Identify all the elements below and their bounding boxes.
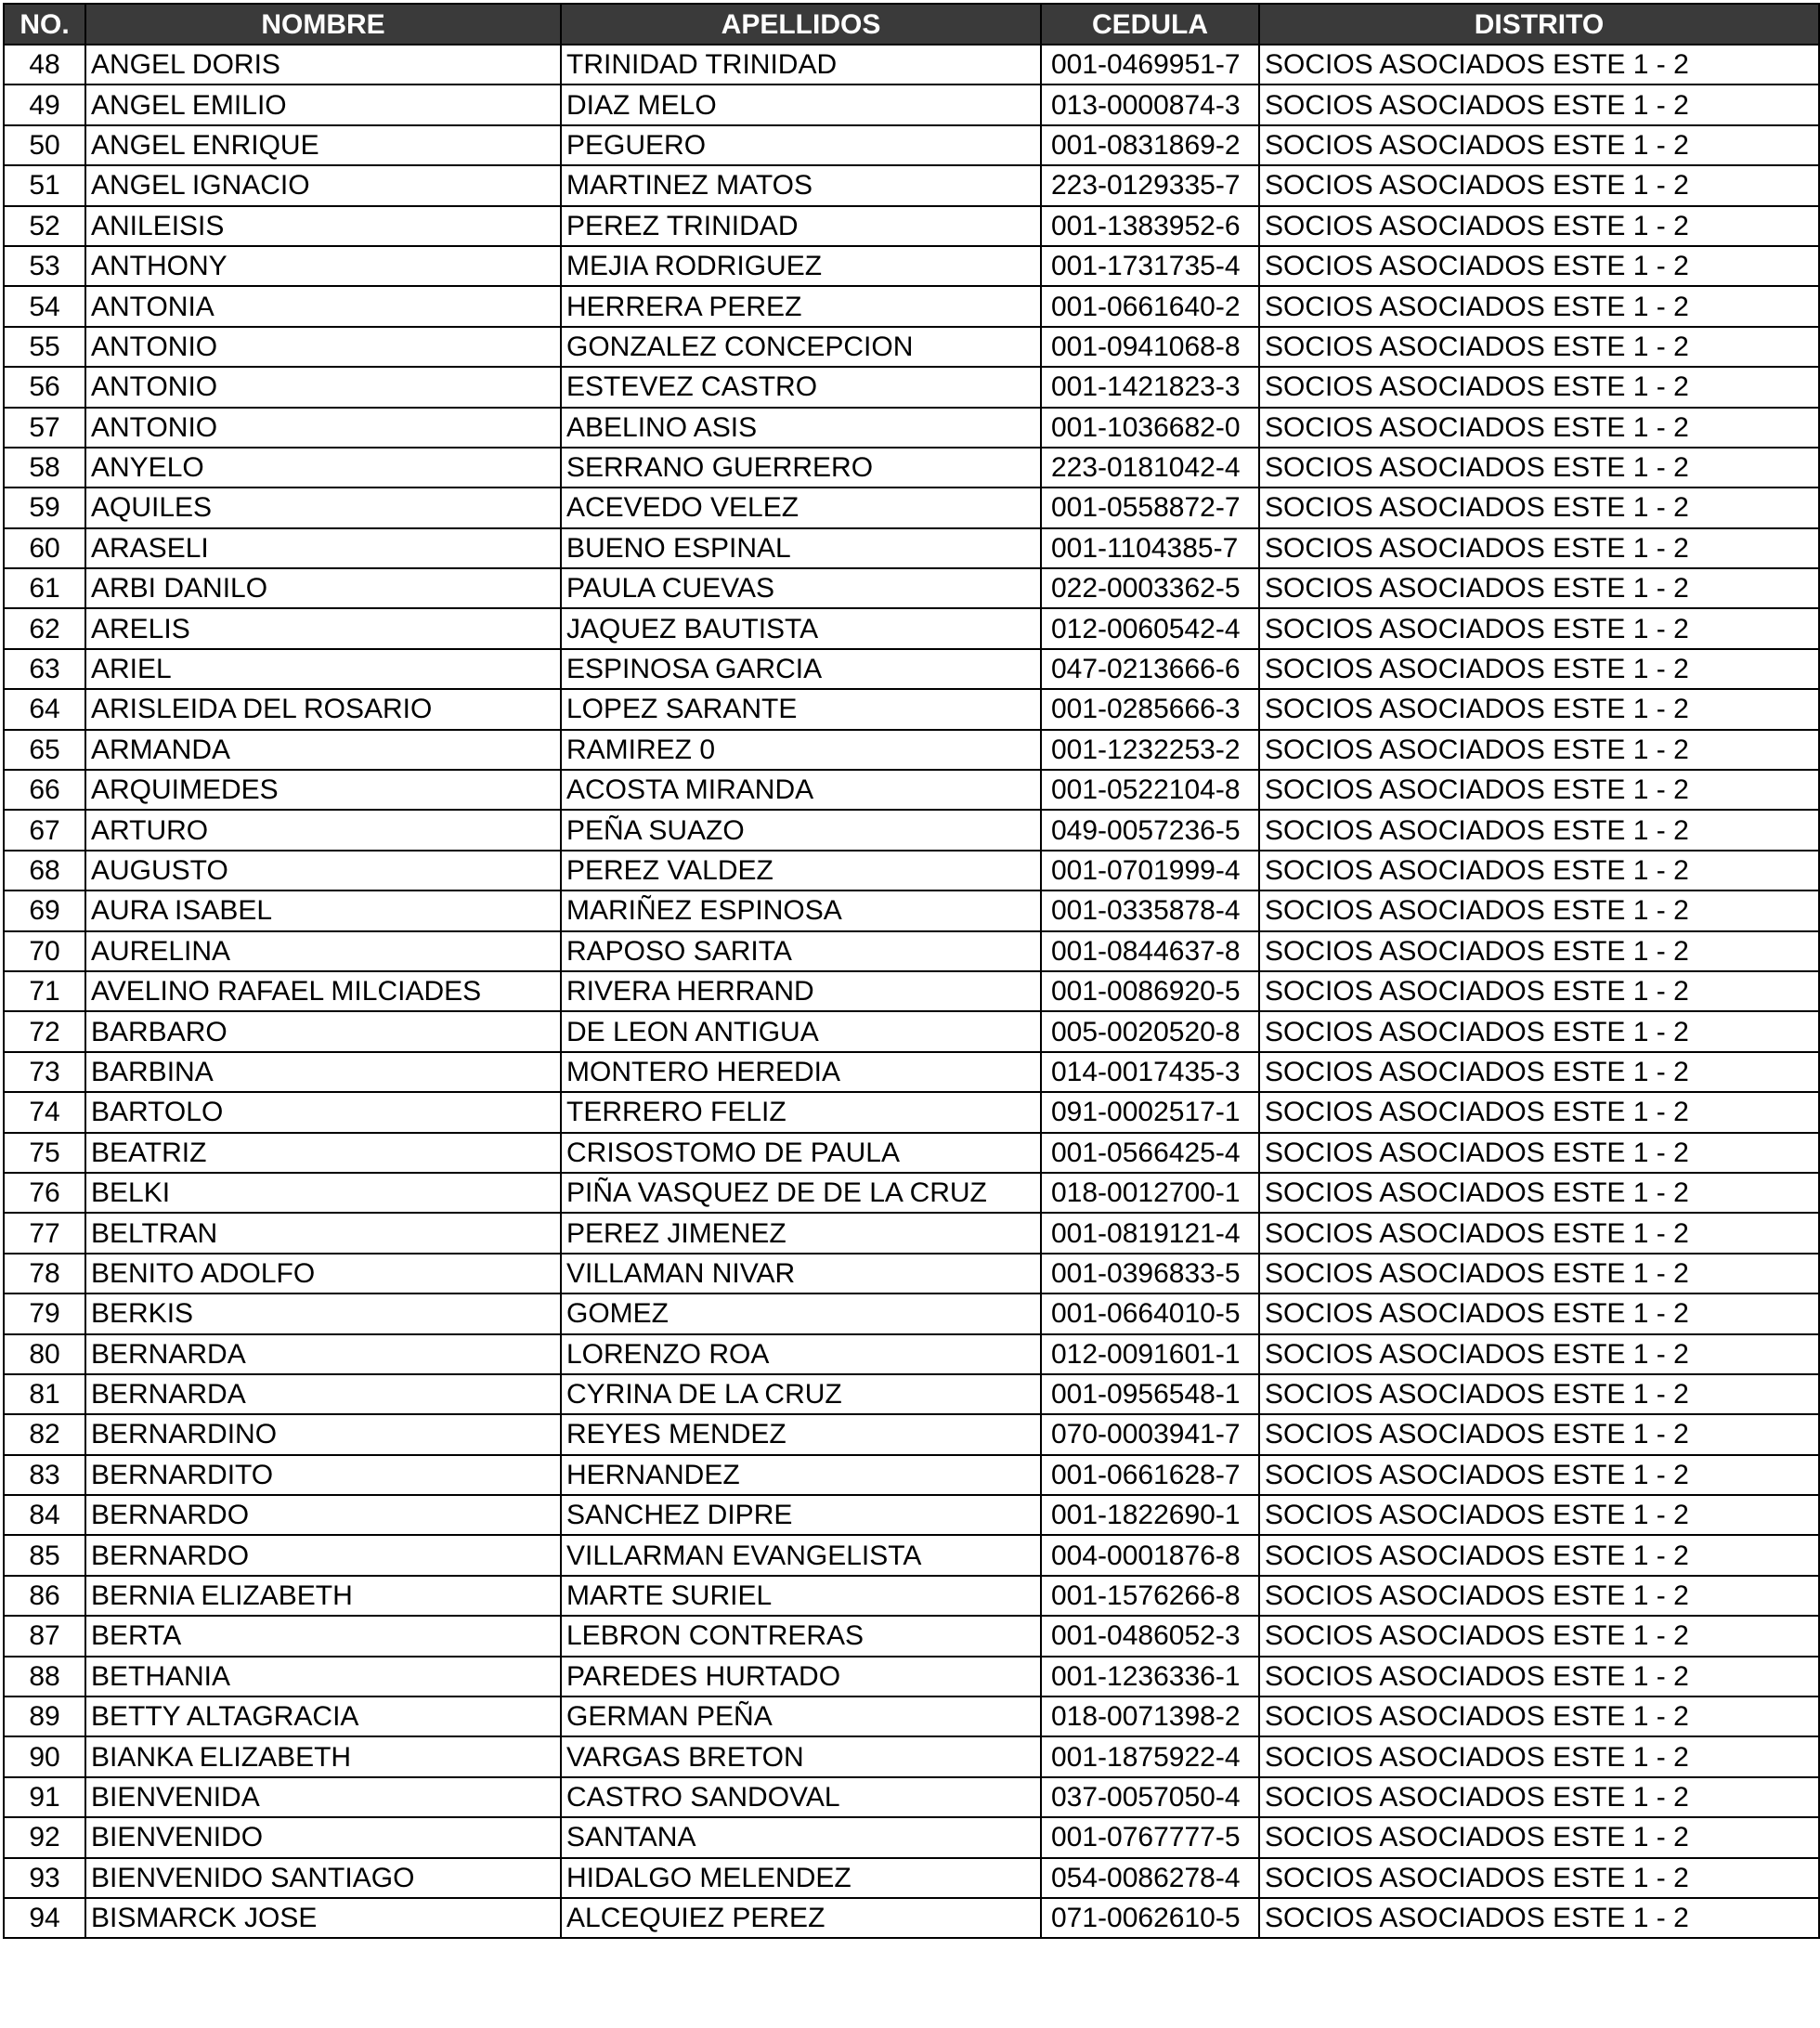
table-row [4,206,1819,246]
cell-cedula: 001-0469951-7 [1041,45,1259,84]
cell-cedula: 001-0664010-5 [1041,1294,1259,1333]
cell-nombre: ARELIS [85,608,561,648]
cell-distrito: SOCIOS ASOCIADOS ESTE 1 - 2 [1259,1495,1819,1535]
cell-apellidos: CYRINA DE LA CRUZ [561,1374,1041,1414]
cell-apellidos: MARTINEZ MATOS [561,165,1041,205]
cell-distrito: SOCIOS ASOCIADOS ESTE 1 - 2 [1259,1011,1819,1051]
table-row [4,1858,1819,1898]
cell-no: 66 [4,770,85,810]
cell-cedula: 001-0522104-8 [1041,770,1259,810]
table-row [4,1334,1819,1374]
table-row [4,1133,1819,1173]
cell-no: 53 [4,246,85,286]
cell-cedula: 001-0558872-7 [1041,488,1259,527]
cell-nombre: ANTONIO [85,408,561,448]
cell-no: 73 [4,1052,85,1092]
cell-nombre: ANILEISIS [85,206,561,246]
cell-cedula: 001-1104385-7 [1041,528,1259,568]
table-row [4,367,1819,407]
cell-distrito: SOCIOS ASOCIADOS ESTE 1 - 2 [1259,1213,1819,1253]
cell-apellidos: PEREZ TRINIDAD [561,206,1041,246]
cell-cedula: 001-0086920-5 [1041,971,1259,1011]
cell-cedula: 054-0086278-4 [1041,1858,1259,1898]
cell-apellidos: CRISOSTOMO DE PAULA [561,1133,1041,1173]
cell-nombre: ARASELI [85,528,561,568]
cell-cedula: 012-0060542-4 [1041,608,1259,648]
cell-apellidos: MARTE SURIEL [561,1576,1041,1616]
cell-nombre: ANTHONY [85,246,561,286]
table-row [4,286,1819,326]
cell-cedula: 049-0057236-5 [1041,810,1259,850]
table-row [4,1414,1819,1454]
cell-no: 61 [4,568,85,608]
cell-distrito: SOCIOS ASOCIADOS ESTE 1 - 2 [1259,649,1819,689]
cell-cedula: 001-0831869-2 [1041,125,1259,165]
cell-apellidos: CASTRO SANDOVAL [561,1777,1041,1817]
cell-nombre: BERTA [85,1616,561,1656]
cell-distrito: SOCIOS ASOCIADOS ESTE 1 - 2 [1259,1254,1819,1294]
cell-apellidos: RIVERA HERRAND [561,971,1041,1011]
cell-distrito: SOCIOS ASOCIADOS ESTE 1 - 2 [1259,971,1819,1011]
cell-cedula: 004-0001876-8 [1041,1535,1259,1575]
table-row [4,1696,1819,1736]
cell-distrito: SOCIOS ASOCIADOS ESTE 1 - 2 [1259,890,1819,930]
table-row [4,1455,1819,1495]
cell-cedula: 001-1232253-2 [1041,730,1259,770]
cell-apellidos: SERRANO GUERRERO [561,448,1041,488]
table-row [4,1011,1819,1051]
table-row [4,125,1819,165]
cell-distrito: SOCIOS ASOCIADOS ESTE 1 - 2 [1259,1092,1819,1132]
cell-no: 74 [4,1092,85,1132]
cell-no: 82 [4,1414,85,1454]
cell-cedula: 001-0767777-5 [1041,1817,1259,1857]
cell-distrito: SOCIOS ASOCIADOS ESTE 1 - 2 [1259,608,1819,648]
table-row [4,1294,1819,1333]
cell-cedula: 005-0020520-8 [1041,1011,1259,1051]
cell-nombre: BARTOLO [85,1092,561,1132]
table-body [4,45,1819,1938]
cell-cedula: 018-0071398-2 [1041,1696,1259,1736]
cell-distrito: SOCIOS ASOCIADOS ESTE 1 - 2 [1259,1858,1819,1898]
cell-nombre: BETHANIA [85,1657,561,1696]
cell-cedula: 001-1383952-6 [1041,206,1259,246]
cell-no: 56 [4,367,85,407]
cell-no: 67 [4,810,85,850]
cell-distrito: SOCIOS ASOCIADOS ESTE 1 - 2 [1259,448,1819,488]
cell-cedula: 001-0661628-7 [1041,1455,1259,1495]
cell-distrito: SOCIOS ASOCIADOS ESTE 1 - 2 [1259,1414,1819,1454]
cell-nombre: BIANKA ELIZABETH [85,1736,561,1776]
cell-apellidos: MEJIA RODRIGUEZ [561,246,1041,286]
cell-distrito: SOCIOS ASOCIADOS ESTE 1 - 2 [1259,1777,1819,1817]
member-list-sheet [3,3,1818,1939]
cell-cedula: 071-0062610-5 [1041,1898,1259,1938]
cell-no: 87 [4,1616,85,1656]
cell-cedula: 001-1875922-4 [1041,1736,1259,1776]
table-row [4,1616,1819,1656]
cell-cedula: 001-0941068-8 [1041,327,1259,367]
cell-apellidos: PEREZ JIMENEZ [561,1213,1041,1253]
cell-cedula: 001-1236336-1 [1041,1657,1259,1696]
table-row [4,730,1819,770]
cell-cedula: 014-0017435-3 [1041,1052,1259,1092]
cell-distrito: SOCIOS ASOCIADOS ESTE 1 - 2 [1259,1696,1819,1736]
cell-apellidos: TERRERO FELIZ [561,1092,1041,1132]
table-row [4,84,1819,124]
cell-no: 69 [4,890,85,930]
cell-nombre: BERNARDA [85,1374,561,1414]
cell-distrito: SOCIOS ASOCIADOS ESTE 1 - 2 [1259,1535,1819,1575]
table-row [4,246,1819,286]
cell-nombre: ARISLEIDA DEL ROSARIO [85,689,561,729]
cell-no: 94 [4,1898,85,1938]
cell-nombre: AURELINA [85,931,561,971]
table-row [4,608,1819,648]
cell-apellidos: PEÑA SUAZO [561,810,1041,850]
cell-apellidos: ACOSTA MIRANDA [561,770,1041,810]
cell-no: 77 [4,1213,85,1253]
table-row [4,689,1819,729]
cell-nombre: BERNARDA [85,1334,561,1374]
cell-distrito: SOCIOS ASOCIADOS ESTE 1 - 2 [1259,206,1819,246]
cell-no: 60 [4,528,85,568]
cell-no: 75 [4,1133,85,1173]
member-table [3,3,1820,1939]
cell-nombre: ANGEL ENRIQUE [85,125,561,165]
cell-distrito: SOCIOS ASOCIADOS ESTE 1 - 2 [1259,528,1819,568]
cell-no: 52 [4,206,85,246]
cell-cedula: 223-0129335-7 [1041,165,1259,205]
table-row [4,1898,1819,1938]
cell-distrito: SOCIOS ASOCIADOS ESTE 1 - 2 [1259,1133,1819,1173]
cell-distrito: SOCIOS ASOCIADOS ESTE 1 - 2 [1259,45,1819,84]
cell-apellidos: PIÑA VASQUEZ DE DE LA CRUZ [561,1173,1041,1213]
cell-distrito: SOCIOS ASOCIADOS ESTE 1 - 2 [1259,770,1819,810]
cell-no: 79 [4,1294,85,1333]
cell-cedula: 001-0396833-5 [1041,1254,1259,1294]
table-row [4,1736,1819,1776]
cell-cedula: 018-0012700-1 [1041,1173,1259,1213]
cell-nombre: BIENVENIDA [85,1777,561,1817]
cell-distrito: SOCIOS ASOCIADOS ESTE 1 - 2 [1259,1736,1819,1776]
cell-no: 90 [4,1736,85,1776]
cell-nombre: AQUILES [85,488,561,527]
cell-nombre: ARMANDA [85,730,561,770]
cell-cedula: 001-0486052-3 [1041,1616,1259,1656]
cell-distrito: SOCIOS ASOCIADOS ESTE 1 - 2 [1259,1052,1819,1092]
cell-cedula: 091-0002517-1 [1041,1092,1259,1132]
cell-distrito: SOCIOS ASOCIADOS ESTE 1 - 2 [1259,246,1819,286]
cell-no: 62 [4,608,85,648]
cell-apellidos: TRINIDAD TRINIDAD [561,45,1041,84]
table-row [4,1374,1819,1414]
cell-cedula: 013-0000874-3 [1041,84,1259,124]
cell-distrito: SOCIOS ASOCIADOS ESTE 1 - 2 [1259,327,1819,367]
cell-apellidos: ESTEVEZ CASTRO [561,367,1041,407]
cell-apellidos: HERRERA PEREZ [561,286,1041,326]
table-row [4,488,1819,527]
cell-distrito: SOCIOS ASOCIADOS ESTE 1 - 2 [1259,1817,1819,1857]
header-apellidos: APELLIDOS [561,4,1041,45]
cell-apellidos: MONTERO HEREDIA [561,1052,1041,1092]
cell-apellidos: JAQUEZ BAUTISTA [561,608,1041,648]
table-row [4,528,1819,568]
cell-nombre: BISMARCK JOSE [85,1898,561,1938]
cell-apellidos: BUENO ESPINAL [561,528,1041,568]
cell-apellidos: GERMAN PEÑA [561,1696,1041,1736]
table-row [4,1777,1819,1817]
cell-no: 85 [4,1535,85,1575]
cell-nombre: ANGEL DORIS [85,45,561,84]
table-row [4,931,1819,971]
cell-no: 84 [4,1495,85,1535]
cell-no: 54 [4,286,85,326]
table-row [4,448,1819,488]
cell-no: 50 [4,125,85,165]
cell-distrito: SOCIOS ASOCIADOS ESTE 1 - 2 [1259,1616,1819,1656]
cell-no: 88 [4,1657,85,1696]
table-row [4,1535,1819,1575]
cell-nombre: AVELINO RAFAEL MILCIADES [85,971,561,1011]
cell-distrito: SOCIOS ASOCIADOS ESTE 1 - 2 [1259,84,1819,124]
cell-nombre: ANYELO [85,448,561,488]
cell-apellidos: HIDALGO MELENDEZ [561,1858,1041,1898]
cell-no: 92 [4,1817,85,1857]
cell-no: 55 [4,327,85,367]
cell-apellidos: ESPINOSA GARCIA [561,649,1041,689]
cell-distrito: SOCIOS ASOCIADOS ESTE 1 - 2 [1259,1576,1819,1616]
cell-cedula: 001-0819121-4 [1041,1213,1259,1253]
cell-apellidos: LEBRON CONTRERAS [561,1616,1041,1656]
cell-apellidos: RAPOSO SARITA [561,931,1041,971]
cell-no: 59 [4,488,85,527]
table-row [4,568,1819,608]
cell-no: 49 [4,84,85,124]
cell-nombre: ARQUIMEDES [85,770,561,810]
cell-distrito: SOCIOS ASOCIADOS ESTE 1 - 2 [1259,931,1819,971]
cell-nombre: BERKIS [85,1294,561,1333]
cell-apellidos: PEGUERO [561,125,1041,165]
cell-no: 70 [4,931,85,971]
cell-nombre: ARBI DANILO [85,568,561,608]
table-row [4,1213,1819,1253]
cell-no: 71 [4,971,85,1011]
header-cedula: CEDULA [1041,4,1259,45]
cell-cedula: 001-0661640-2 [1041,286,1259,326]
cell-distrito: SOCIOS ASOCIADOS ESTE 1 - 2 [1259,1898,1819,1938]
cell-distrito: SOCIOS ASOCIADOS ESTE 1 - 2 [1259,367,1819,407]
cell-cedula: 001-1822690-1 [1041,1495,1259,1535]
cell-nombre: ANTONIO [85,367,561,407]
cell-nombre: BIENVENIDO SANTIAGO [85,1858,561,1898]
cell-no: 89 [4,1696,85,1736]
table-row [4,770,1819,810]
table-header [4,4,1819,45]
cell-apellidos: LOPEZ SARANTE [561,689,1041,729]
cell-nombre: BERNARDITO [85,1455,561,1495]
cell-no: 72 [4,1011,85,1051]
cell-no: 65 [4,730,85,770]
header-row [4,4,1819,45]
cell-apellidos: REYES MENDEZ [561,1414,1041,1454]
table-row [4,1657,1819,1696]
cell-apellidos: SANTANA [561,1817,1041,1857]
cell-distrito: SOCIOS ASOCIADOS ESTE 1 - 2 [1259,689,1819,729]
cell-nombre: BERNARDINO [85,1414,561,1454]
cell-distrito: SOCIOS ASOCIADOS ESTE 1 - 2 [1259,1657,1819,1696]
cell-cedula: 001-1036682-0 [1041,408,1259,448]
table-row [4,408,1819,448]
cell-nombre: ARTURO [85,810,561,850]
cell-nombre: BARBINA [85,1052,561,1092]
cell-nombre: ARIEL [85,649,561,689]
cell-nombre: AURA ISABEL [85,890,561,930]
cell-nombre: BENITO ADOLFO [85,1254,561,1294]
cell-cedula: 001-0956548-1 [1041,1374,1259,1414]
cell-nombre: BETTY ALTAGRACIA [85,1696,561,1736]
table-row [4,1817,1819,1857]
cell-nombre: ANTONIA [85,286,561,326]
cell-no: 81 [4,1374,85,1414]
cell-no: 48 [4,45,85,84]
cell-apellidos: RAMIREZ 0 [561,730,1041,770]
cell-no: 93 [4,1858,85,1898]
cell-apellidos: DIAZ MELO [561,84,1041,124]
cell-no: 86 [4,1576,85,1616]
cell-apellidos: SANCHEZ DIPRE [561,1495,1041,1535]
cell-distrito: SOCIOS ASOCIADOS ESTE 1 - 2 [1259,730,1819,770]
cell-distrito: SOCIOS ASOCIADOS ESTE 1 - 2 [1259,286,1819,326]
cell-apellidos: PAREDES HURTADO [561,1657,1041,1696]
cell-apellidos: MARIÑEZ ESPINOSA [561,890,1041,930]
cell-nombre: ANGEL EMILIO [85,84,561,124]
cell-nombre: AUGUSTO [85,851,561,890]
cell-no: 76 [4,1173,85,1213]
cell-no: 80 [4,1334,85,1374]
table-row [4,851,1819,890]
cell-nombre: BELKI [85,1173,561,1213]
cell-distrito: SOCIOS ASOCIADOS ESTE 1 - 2 [1259,125,1819,165]
cell-no: 51 [4,165,85,205]
cell-distrito: SOCIOS ASOCIADOS ESTE 1 - 2 [1259,1294,1819,1333]
cell-apellidos: ABELINO ASIS [561,408,1041,448]
table-row [4,1576,1819,1616]
cell-apellidos: DE LEON ANTIGUA [561,1011,1041,1051]
cell-cedula: 001-1576266-8 [1041,1576,1259,1616]
header-nombre: NOMBRE [85,4,561,45]
cell-nombre: BELTRAN [85,1213,561,1253]
cell-cedula: 022-0003362-5 [1041,568,1259,608]
table-row [4,1052,1819,1092]
cell-apellidos: HERNANDEZ [561,1455,1041,1495]
cell-cedula: 001-0335878-4 [1041,890,1259,930]
cell-distrito: SOCIOS ASOCIADOS ESTE 1 - 2 [1259,1374,1819,1414]
cell-distrito: SOCIOS ASOCIADOS ESTE 1 - 2 [1259,165,1819,205]
cell-apellidos: VILLAMAN NIVAR [561,1254,1041,1294]
cell-no: 64 [4,689,85,729]
table-row [4,1092,1819,1132]
cell-cedula: 037-0057050-4 [1041,1777,1259,1817]
cell-apellidos: PEREZ VALDEZ [561,851,1041,890]
cell-apellidos: LORENZO ROA [561,1334,1041,1374]
cell-cedula: 001-0566425-4 [1041,1133,1259,1173]
cell-no: 63 [4,649,85,689]
table-row [4,1254,1819,1294]
cell-distrito: SOCIOS ASOCIADOS ESTE 1 - 2 [1259,568,1819,608]
cell-cedula: 001-1421823-3 [1041,367,1259,407]
cell-no: 58 [4,448,85,488]
cell-apellidos: ACEVEDO VELEZ [561,488,1041,527]
table-row [4,1173,1819,1213]
cell-distrito: SOCIOS ASOCIADOS ESTE 1 - 2 [1259,1334,1819,1374]
cell-cedula: 070-0003941-7 [1041,1414,1259,1454]
table-row [4,971,1819,1011]
cell-distrito: SOCIOS ASOCIADOS ESTE 1 - 2 [1259,851,1819,890]
cell-no: 83 [4,1455,85,1495]
cell-distrito: SOCIOS ASOCIADOS ESTE 1 - 2 [1259,810,1819,850]
cell-apellidos: GONZALEZ CONCEPCION [561,327,1041,367]
cell-nombre: ANTONIO [85,327,561,367]
cell-nombre: BERNIA ELIZABETH [85,1576,561,1616]
cell-apellidos: VARGAS BRETON [561,1736,1041,1776]
cell-nombre: BARBARO [85,1011,561,1051]
cell-no: 78 [4,1254,85,1294]
table-row [4,165,1819,205]
cell-nombre: ANGEL IGNACIO [85,165,561,205]
table-row [4,649,1819,689]
table-row [4,810,1819,850]
cell-cedula: 001-0844637-8 [1041,931,1259,971]
cell-nombre: BERNARDO [85,1535,561,1575]
table-row [4,1495,1819,1535]
cell-apellidos: VILLARMAN EVANGELISTA [561,1535,1041,1575]
table-row [4,890,1819,930]
cell-distrito: SOCIOS ASOCIADOS ESTE 1 - 2 [1259,488,1819,527]
cell-cedula: 001-0701999-4 [1041,851,1259,890]
cell-apellidos: GOMEZ [561,1294,1041,1333]
cell-nombre: BIENVENIDO [85,1817,561,1857]
cell-no: 68 [4,851,85,890]
cell-cedula: 047-0213666-6 [1041,649,1259,689]
cell-cedula: 001-1731735-4 [1041,246,1259,286]
cell-apellidos: ALCEQUIEZ PEREZ [561,1898,1041,1938]
cell-apellidos: PAULA CUEVAS [561,568,1041,608]
cell-nombre: BEATRIZ [85,1133,561,1173]
cell-distrito: SOCIOS ASOCIADOS ESTE 1 - 2 [1259,1455,1819,1495]
table-row [4,327,1819,367]
header-no: NO. [4,4,85,45]
cell-cedula: 001-0285666-3 [1041,689,1259,729]
table-row [4,45,1819,84]
cell-no: 91 [4,1777,85,1817]
cell-distrito: SOCIOS ASOCIADOS ESTE 1 - 2 [1259,408,1819,448]
cell-no: 57 [4,408,85,448]
cell-distrito: SOCIOS ASOCIADOS ESTE 1 - 2 [1259,1173,1819,1213]
cell-cedula: 012-0091601-1 [1041,1334,1259,1374]
header-distrito: DISTRITO [1259,4,1819,45]
cell-cedula: 223-0181042-4 [1041,448,1259,488]
cell-nombre: BERNARDO [85,1495,561,1535]
